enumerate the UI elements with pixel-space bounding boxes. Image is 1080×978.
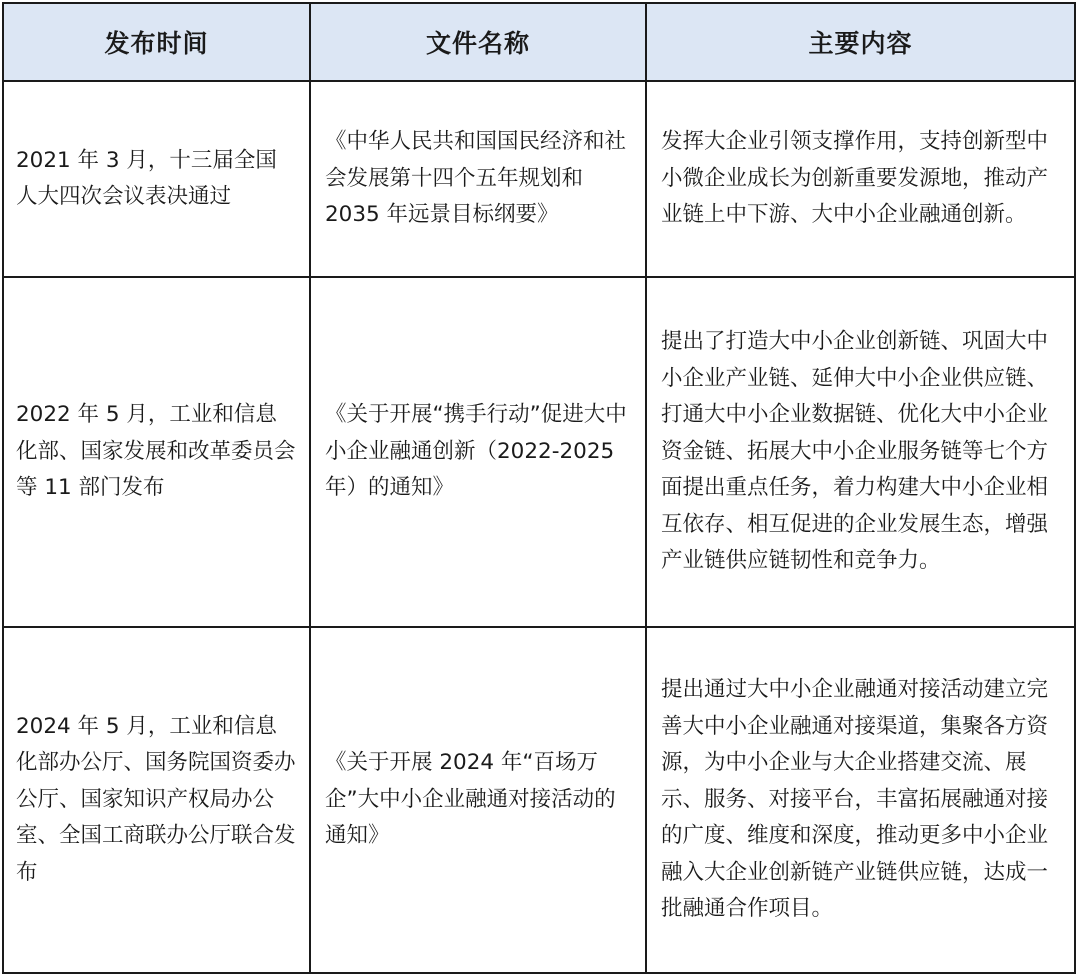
row-2-main-content [647,278,1074,628]
cell-text: 发挥大企业引领支撑作用，支持创新型中小微企业成长为创新重要发源地，推动产业链上中下游、大中小企业融通创新。 [661,129,1049,228]
row-2-document-name [311,278,647,628]
cell-text: 《关于开展 2024 年“百场万企”大中小企业融通对接活动的通知》 [325,750,616,849]
header-main-content [647,4,1074,82]
cell-text: 2024 年 5 月，工业和信息化部办公厅、国务院国资委办公厅、国家知识产权局办公室、全国工商联办公厅联合发布 [16,713,296,885]
row-1-main-content [647,82,1074,278]
cell-text: 《关于开展“携手行动”促进大中小企业融通创新（2022-2025 年）的通知》 [325,402,627,501]
row-1-document-name [311,82,647,278]
row-3-main-content [647,628,1074,972]
header-label: 文件名称 [425,29,530,58]
row-2-release-time [4,278,311,628]
header-label: 发布时间 [104,29,209,58]
row-1-release-time [4,82,311,278]
cell-text: 《中华人民共和国国民经济和社会发展第十四个五年规划和 2035 年远景目标纲要》 [325,129,627,228]
cell-text: 2022 年 5 月，工业和信息化部、国家发展和改革委员会等 11 部门发布 [16,402,296,501]
row-3-release-time [4,628,311,972]
row-3-document-name [311,628,647,972]
cell-text: 提出通过大中小企业融通对接活动建立完善大中小企业融通对接渠道，集聚各方资源，为中小企业与大企业搭建交流、展示、服务、对接平台，丰富拓展融通对接的广度、维度和深度，推动更多中小企业融入大企业创新链产业链供应链，达成一批融通合作项目。 [661,677,1049,922]
cell-text: 提出了打造大中小企业创新链、巩固大中小企业产业链、延伸大中小企业供应链、打通大中小企业数据链、优化大中小企业资金链、拓展大中小企业服务链等七个方面提出重点任务，着力构建大中小企业相互依存、相互促进的企业发展生态，增强产业链供应链韧性和竞争力。 [661,329,1049,574]
policy-table [2,2,1076,974]
header-release-time [4,4,311,82]
header-document-name [311,4,647,82]
cell-text: 2021 年 3 月，十三届全国人大四次会议表决通过 [16,147,277,209]
header-label: 主要内容 [808,29,913,58]
